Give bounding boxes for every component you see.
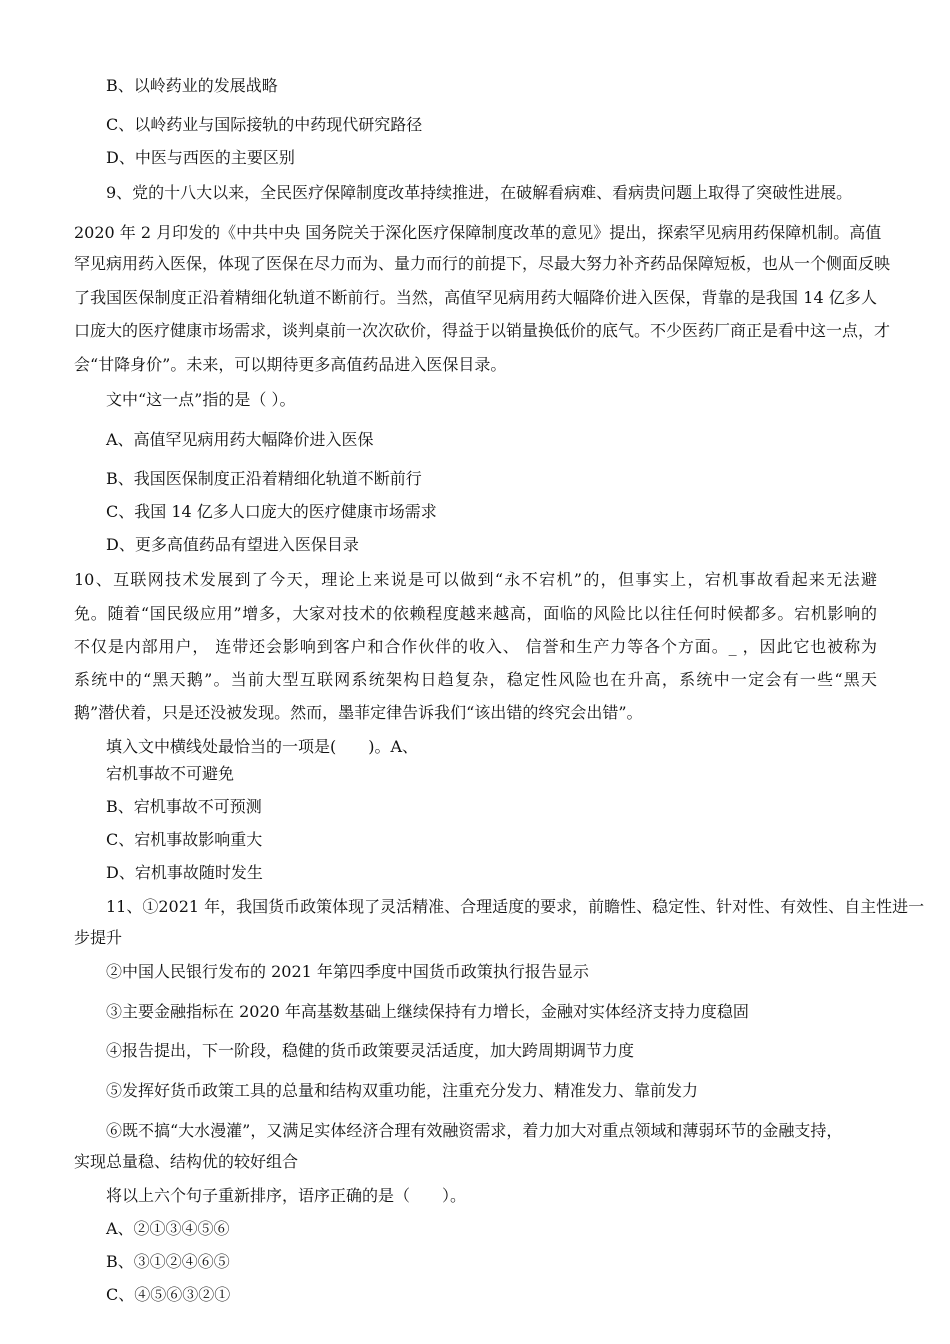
q10-passage-line: 免。随着“国民级应用”增多，大家对技术的依赖程度越来越高，面临的风险比以往任何时候都多。宕机影响的 <box>74 604 877 623</box>
q10-passage-line: 不仅是内部用户， 连带还会影响到客户和合作伙伴的收入、 信誉和生产力等各个方面。_ ，因此它也被称为 <box>74 637 877 656</box>
q8-option-d: D、中医与西医的主要区别 <box>106 148 295 167</box>
q10-passage-line: 鹅”潜伏着，只是还没被发现。然而，墨菲定律告诉我们“该出错的终究会出错”。 <box>74 703 643 722</box>
q8-option-b: B、以岭药业的发展战略 <box>106 76 278 95</box>
q9-passage-line: 2020 年 2 月印发的《中共中央 国务院关于深化医疗保障制度改革的意见》提出，探索罕见病用药保障机制。高值 <box>74 223 882 242</box>
q10-option-a: 宕机事故不可避免 <box>106 764 235 783</box>
q11-sentence-3: ③主要金融指标在 2020 年高基数基础上继续保持有力增长，金融对实体经济支持力度稳固 <box>106 1002 749 1021</box>
q11-sentence-5: ⑤发挥好货币政策工具的总量和结构双重功能，注重充分发力、精准发力、靠前发力 <box>106 1081 699 1100</box>
q9-question: 文中“这一点”指的是（ ）。 <box>106 390 296 409</box>
q9-intro: 9、党的十八大以来，全民医疗保障制度改革持续推进，在破解看病难、看病贵问题上取得了突破性进展。 <box>106 183 853 202</box>
q11-sentence-6: ⑥既不搞“大水漫灌”，又满足实体经济合理有效融资需求，着力加大对重点领域和薄弱环节的金融支持， <box>106 1121 843 1140</box>
q9-option-d: D、更多高值药品有望进入医保目录 <box>106 535 359 554</box>
q9-option-a: A、高值罕见病用药大幅降价进入医保 <box>106 430 374 449</box>
q9-option-b: B、我国医保制度正沿着精细化轨道不断前行 <box>106 469 422 488</box>
q11-option-b: B、③①②④⑥⑤ <box>106 1252 230 1271</box>
q10-passage-line: 10、互联网技术发展到了今天，理论上来说是可以做到“永不宕机”的，但事实上，宕机事故看起来无法避 <box>74 570 877 589</box>
q11-sentence-2: ②中国人民银行发布的 2021 年第四季度中国货币政策执行报告显示 <box>106 962 589 981</box>
q11-option-a: A、②①③④⑤⑥ <box>106 1219 230 1238</box>
q8-option-c: C、以岭药业与国际接轨的中药现代研究路径 <box>106 115 423 134</box>
q9-option-c: C、我国 14 亿多人口庞大的医疗健康市场需求 <box>106 502 437 521</box>
q9-passage-line: 了我国医保制度正沿着精细化轨道不断前行。当然，高值罕见病用药大幅降价进入医保，背靠的是我国 14 亿多人 <box>74 288 877 307</box>
q10-question: 填入文中横线处最恰当的一项是( )。A、 <box>106 737 419 756</box>
q11-sentence-6-cont: 实现总量稳、结构优的较好组合 <box>74 1152 299 1171</box>
q11-sentence-1: 11、①2021 年，我国货币政策体现了灵活精准、合理适度的要求，前瞻性、稳定性、针对性、有效性、自主性进一 <box>106 897 925 916</box>
q10-option-d: D、宕机事故随时发生 <box>106 863 263 882</box>
q10-passage-line: 系统中的“黑天鹅”。当前大型互联网系统架构日趋复杂，稳定性风险也在升高，系统中一定会有一些“黑天 <box>74 670 877 689</box>
q10-option-b: B、宕机事故不可预测 <box>106 797 262 816</box>
q11-option-c: C、④⑤⑥③②① <box>106 1285 231 1304</box>
q9-passage-line: 会“甘降身价”。未来，可以期待更多高值药品进入医保目录。 <box>74 355 507 374</box>
q11-question: 将以上六个句子重新排序，语序正确的是（ ）。 <box>106 1186 467 1205</box>
q11-sentence-4: ④报告提出，下一阶段，稳健的货币政策要灵活适度，加大跨周期调节力度 <box>106 1041 635 1060</box>
q9-passage-line: 罕见病用药入医保，体现了医保在尽力而为、量力而行的前提下，尽最大努力补齐药品保障短板，也从一个侧面反映 <box>74 254 891 273</box>
q11-sentence-1-cont: 步提升 <box>74 928 123 947</box>
q10-option-c: C、宕机事故影响重大 <box>106 830 263 849</box>
q9-passage-line: 口庞大的医疗健康市场需求，谈判桌前一次次砍价，得益于以销量换低价的底气。不少医药厂商正是看中这一点，才 <box>74 321 891 340</box>
